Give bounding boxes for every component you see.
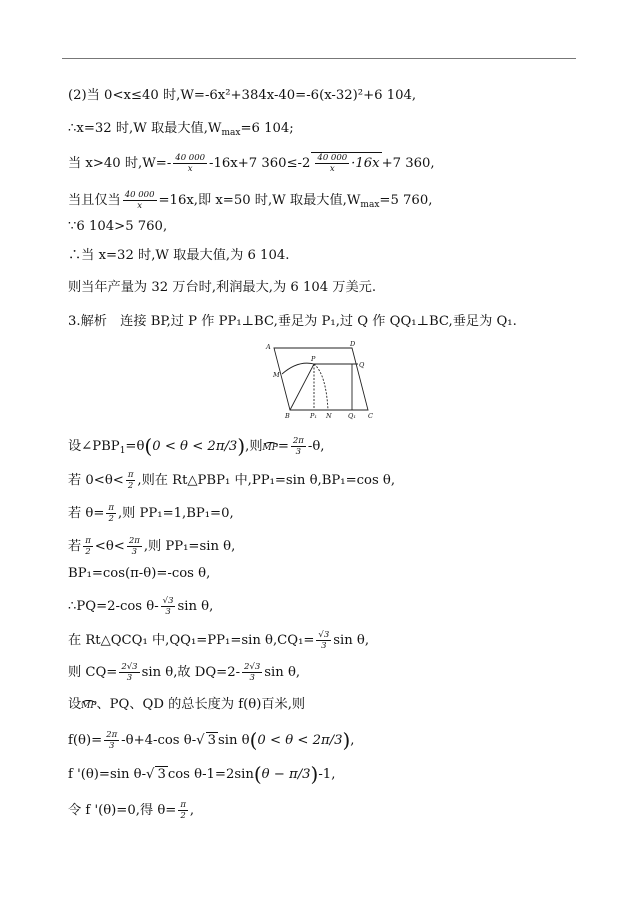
label-Q1: Q₁ [348,412,356,420]
text-line-14: ∴PQ=2-cos θ- $\frac{√3}{3}$ sin θ, [68,596,214,617]
text-line-13: BP₁=cos(π-θ)=-cos θ, [68,566,211,581]
fraction: $\frac{2√3}{3}$ [121,662,138,683]
fraction: $\frac{\pi}{2}$ [108,503,114,524]
label-Q: Q [359,361,365,369]
label-P: P [311,355,316,363]
arc-PN [314,364,328,410]
text-line-18: f(θ)= $\frac{2\pi}{3}$ -θ+4-cos θ-√ 3 sin θ(0 < θ < 2π/3), [68,728,355,752]
sqrt-expression: $\frac{40 000}{x}$ ·16x [311,152,381,174]
text-line-4: 当且仅当 $\frac{40 000}{x}$ =16x,即 x=50 时,W 取最大值$,W_{max}=5$ 760, [68,190,433,211]
header-rule [62,58,576,59]
text-line-2: ∴x=32 时,W 取最大值$,W_{max}=6$ 104; [68,121,294,138]
fraction: $\frac{√3}{3}$ [318,630,330,651]
label-M: M [273,371,280,379]
text-line-15: 在 Rt△QCQ₁ 中,QQ₁=PP₁=sin θ,CQ₁= $\frac{√3}{3}$ sin θ, [68,630,370,651]
parallelogram-ABCD [274,348,368,410]
text-line-10: 若 0<θ< $\frac{\pi}{2}$ ,则在 Rt△PBP₁ 中,PP₁=sin θ,BP₁=cos θ, [68,470,396,491]
text-line-16: 则 CQ= $\frac{2√3}{3}$ sin θ,故 DQ=2- $\frac{2√3}{3}$ sin θ, [68,662,301,683]
fraction: $\frac{2\pi}{3}$ [292,436,304,457]
text-line-7: 则当年产量为 32 万台时,利润最大,为 6 104 万美元. [68,280,377,295]
text-line-17: 设MP、PQ、QD 的总长度为 f(θ)百米,则 [68,697,306,712]
fraction: $\frac{40 000}{x}$ [124,190,155,211]
text-line-5: ∵6 104>5 760, [68,219,168,234]
segment-BP [290,364,314,410]
fraction: $\frac{2√3}{3}$ [244,662,261,683]
text-line-20: 令 f '(θ)=0,得 θ= $\frac{\pi}{2}$ , [68,800,195,821]
text-line-11: 若 θ= $\frac{\pi}{2}$ ,则 PP₁=1,BP₁=0, [68,503,234,524]
text-line-6: ∴当 x=32 时,W 取最大值,为 6 104. [68,248,290,263]
text-line-8: 3.解析 连接 BP,过 P 作 PP₁⊥BC,垂足为 P₁,过 Q 作 QQ₁⊥BC,垂足为 Q₁. [68,314,517,329]
label-A: A [266,343,271,351]
label-C: C [368,412,373,420]
label-N: N [326,412,332,420]
fraction: $\frac{\pi}{2}$ [127,470,134,491]
text-line-12: 若 $\frac{\pi}{2}$ <θ< $\frac{2\pi}{3}$ ,则 PP₁=sin θ, [68,536,236,557]
label-D: D [350,340,356,348]
fraction: $\frac{\pi}{2}$ [180,800,186,821]
fraction: $\frac{√3}{3}$ [162,596,174,617]
text-line-9: 设$\angle PBP_1=\theta(0 < \theta < 2\pi/3)$,则MP= $\frac{2\pi}{3}$ -θ, [68,434,325,458]
fraction: $\frac{40 000}{x}$ [175,153,206,174]
text-line-19: f '(θ)=sin θ-√ 3 cos θ-1=2sin(θ − π/3)-1, [68,762,336,786]
fraction: $\frac{2\pi}{3}$ [128,536,140,557]
text-line-3: 当 x>40 时,W=- $\frac{40 000}{x}$ -16x+7 360≤-2 $\frac{40 000}{x}$ ·16x +7 360, [68,153,435,174]
fraction: $\frac{\pi}{2}$ [85,536,91,557]
text-line-1: (2)当 0<x≤40 时,W=-6x²+384x-40=-6(x-32)²+6 104, [68,88,417,103]
label-P1: P₁ [310,412,317,420]
fraction: $\frac{2\pi}{3}$ [106,730,118,751]
geometry-diagram [262,338,382,420]
label-B: B [285,412,290,420]
